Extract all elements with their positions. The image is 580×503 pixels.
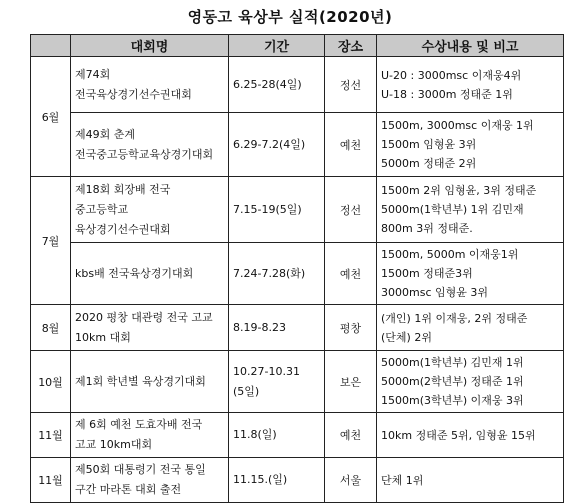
place-cell: 서울 — [325, 458, 377, 503]
remarks-line: 1500m 임형윤 3위 — [381, 138, 477, 151]
remarks-cell — [377, 305, 564, 351]
page-title: 영동고 육상부 실적(2020년) — [187, 8, 393, 26]
event-line: 제49회 춘계 — [75, 127, 135, 141]
event-line: 육상경기선수권대회 — [75, 222, 171, 236]
period-line: (5일) — [233, 384, 260, 398]
remarks-line: (단체) 2위 — [381, 330, 432, 344]
table-row — [31, 113, 564, 177]
table-row — [31, 305, 564, 351]
period-line: 7.24-7.28(화) — [233, 266, 306, 280]
remarks-cell — [377, 113, 564, 177]
period-line: 11.15.(일) — [233, 473, 288, 486]
remarks-line: 5000m(1학년부) 1위 김민재 — [381, 203, 524, 216]
remarks-cell — [377, 458, 564, 503]
place-cell: 예천 — [325, 243, 377, 305]
event-cell — [71, 305, 229, 351]
event-line: 제74회 — [75, 67, 111, 81]
table-row — [31, 177, 564, 243]
place-cell: 평창 — [325, 305, 377, 351]
remarks-line: U-20 : 3000msc 이재웅4위 — [381, 68, 522, 82]
period-cell — [229, 305, 325, 351]
remarks-cell — [377, 413, 564, 458]
event-line: 구간 마라톤 대회 출전 — [75, 483, 182, 496]
event-line: 중고등학교 — [75, 202, 129, 216]
remarks-cell — [377, 177, 564, 243]
month-cell: 10월 — [31, 351, 71, 413]
period-cell — [229, 413, 325, 458]
event-line: 제1회 학년별 육상경기대회 — [75, 374, 206, 388]
header-month — [31, 35, 71, 57]
event-line: 제50회 대통령기 전국 통일 — [75, 463, 206, 476]
period-cell — [229, 458, 325, 503]
remarks-line: 1500m 정태준3위 — [381, 267, 473, 280]
period-cell — [229, 351, 325, 413]
period-line: 6.25-28(4일) — [233, 77, 302, 91]
place-cell: 정선 — [325, 57, 377, 113]
remarks-line: 단체 1위 — [381, 473, 424, 487]
period-cell — [229, 177, 325, 243]
month-cell: 7월 — [31, 177, 71, 305]
period-line: 11.8(일) — [233, 428, 277, 441]
month-cell: 8월 — [31, 305, 71, 351]
event-line: kbs배 전국육상경기대회 — [75, 266, 194, 280]
remarks-cell — [377, 351, 564, 413]
event-cell — [71, 458, 229, 503]
event-cell — [71, 243, 229, 305]
remarks-cell — [377, 57, 564, 113]
event-line: 제 6회 예천 도효자배 전국 — [75, 418, 203, 431]
event-cell — [71, 351, 229, 413]
period-line: 7.15-19(5일) — [233, 202, 302, 216]
remarks-cell — [377, 243, 564, 305]
table-row — [31, 413, 564, 458]
event-cell — [71, 57, 229, 113]
event-line: 2020 평창 대관령 전국 고교 — [75, 310, 213, 324]
place-cell: 정선 — [325, 177, 377, 243]
period-cell — [229, 243, 325, 305]
place-cell: 예천 — [325, 113, 377, 177]
event-cell — [71, 177, 229, 243]
table-row — [31, 243, 564, 305]
period-cell — [229, 113, 325, 177]
period-line: 6.29-7.2(4일) — [233, 137, 306, 151]
header-remarks: 수상내용 및 비고 — [377, 35, 564, 57]
event-line: 전국중고등학교육상경기대회 — [75, 147, 214, 161]
remarks-line: 10km 정태준 5위, 임형윤 15위 — [381, 428, 536, 442]
remarks-line: 1500m 2위 임형윤, 3위 정태준 — [381, 184, 537, 197]
month-cell: 6월 — [31, 57, 71, 177]
event-line: 전국육상경기선수권대회 — [75, 87, 192, 101]
remarks-line: 1500m(3학년부) 이재웅 3위 — [381, 394, 524, 407]
remarks-line: U-18 : 3000m 정태준 1위 — [381, 87, 513, 101]
place-cell: 보은 — [325, 351, 377, 413]
place-cell: 예천 — [325, 413, 377, 458]
remarks-line: 1500m, 5000m 이재웅1위 — [381, 248, 519, 261]
event-cell — [71, 413, 229, 458]
header-place: 장소 — [325, 35, 377, 57]
header-event: 대회명 — [71, 35, 229, 57]
remarks-line: 5000m 정태준 2위 — [381, 157, 477, 170]
event-cell — [71, 113, 229, 177]
month-cell: 11월 — [31, 458, 71, 503]
event-line: 10km 대회 — [75, 330, 131, 344]
remarks-line: 800m 3위 정태준. — [381, 222, 473, 235]
header-period: 기간 — [229, 35, 325, 57]
table-header-row — [31, 35, 564, 57]
period-cell — [229, 57, 325, 113]
remarks-line: 3000msc 임형윤 3위 — [381, 286, 488, 299]
table-row — [31, 57, 564, 113]
remarks-line: (개인) 1위 이재웅, 2위 정태준 — [381, 311, 528, 325]
period-line: 8.19-8.23 — [233, 320, 286, 334]
remarks-line: 5000m(2학년부) 정태준 1위 — [381, 375, 524, 388]
month-cell: 11월 — [31, 413, 71, 458]
event-line: 제18회 회장배 전국 — [75, 182, 171, 196]
period-line: 10.27-10.31 — [233, 364, 300, 378]
event-line: 고교 10km대회 — [75, 438, 153, 451]
remarks-line: 1500m, 3000msc 이재웅 1위 — [381, 119, 534, 132]
results-table — [30, 34, 564, 503]
table-row — [31, 351, 564, 413]
table-row — [31, 458, 564, 503]
remarks-line: 5000m(1학년부) 김민재 1위 — [381, 356, 524, 369]
